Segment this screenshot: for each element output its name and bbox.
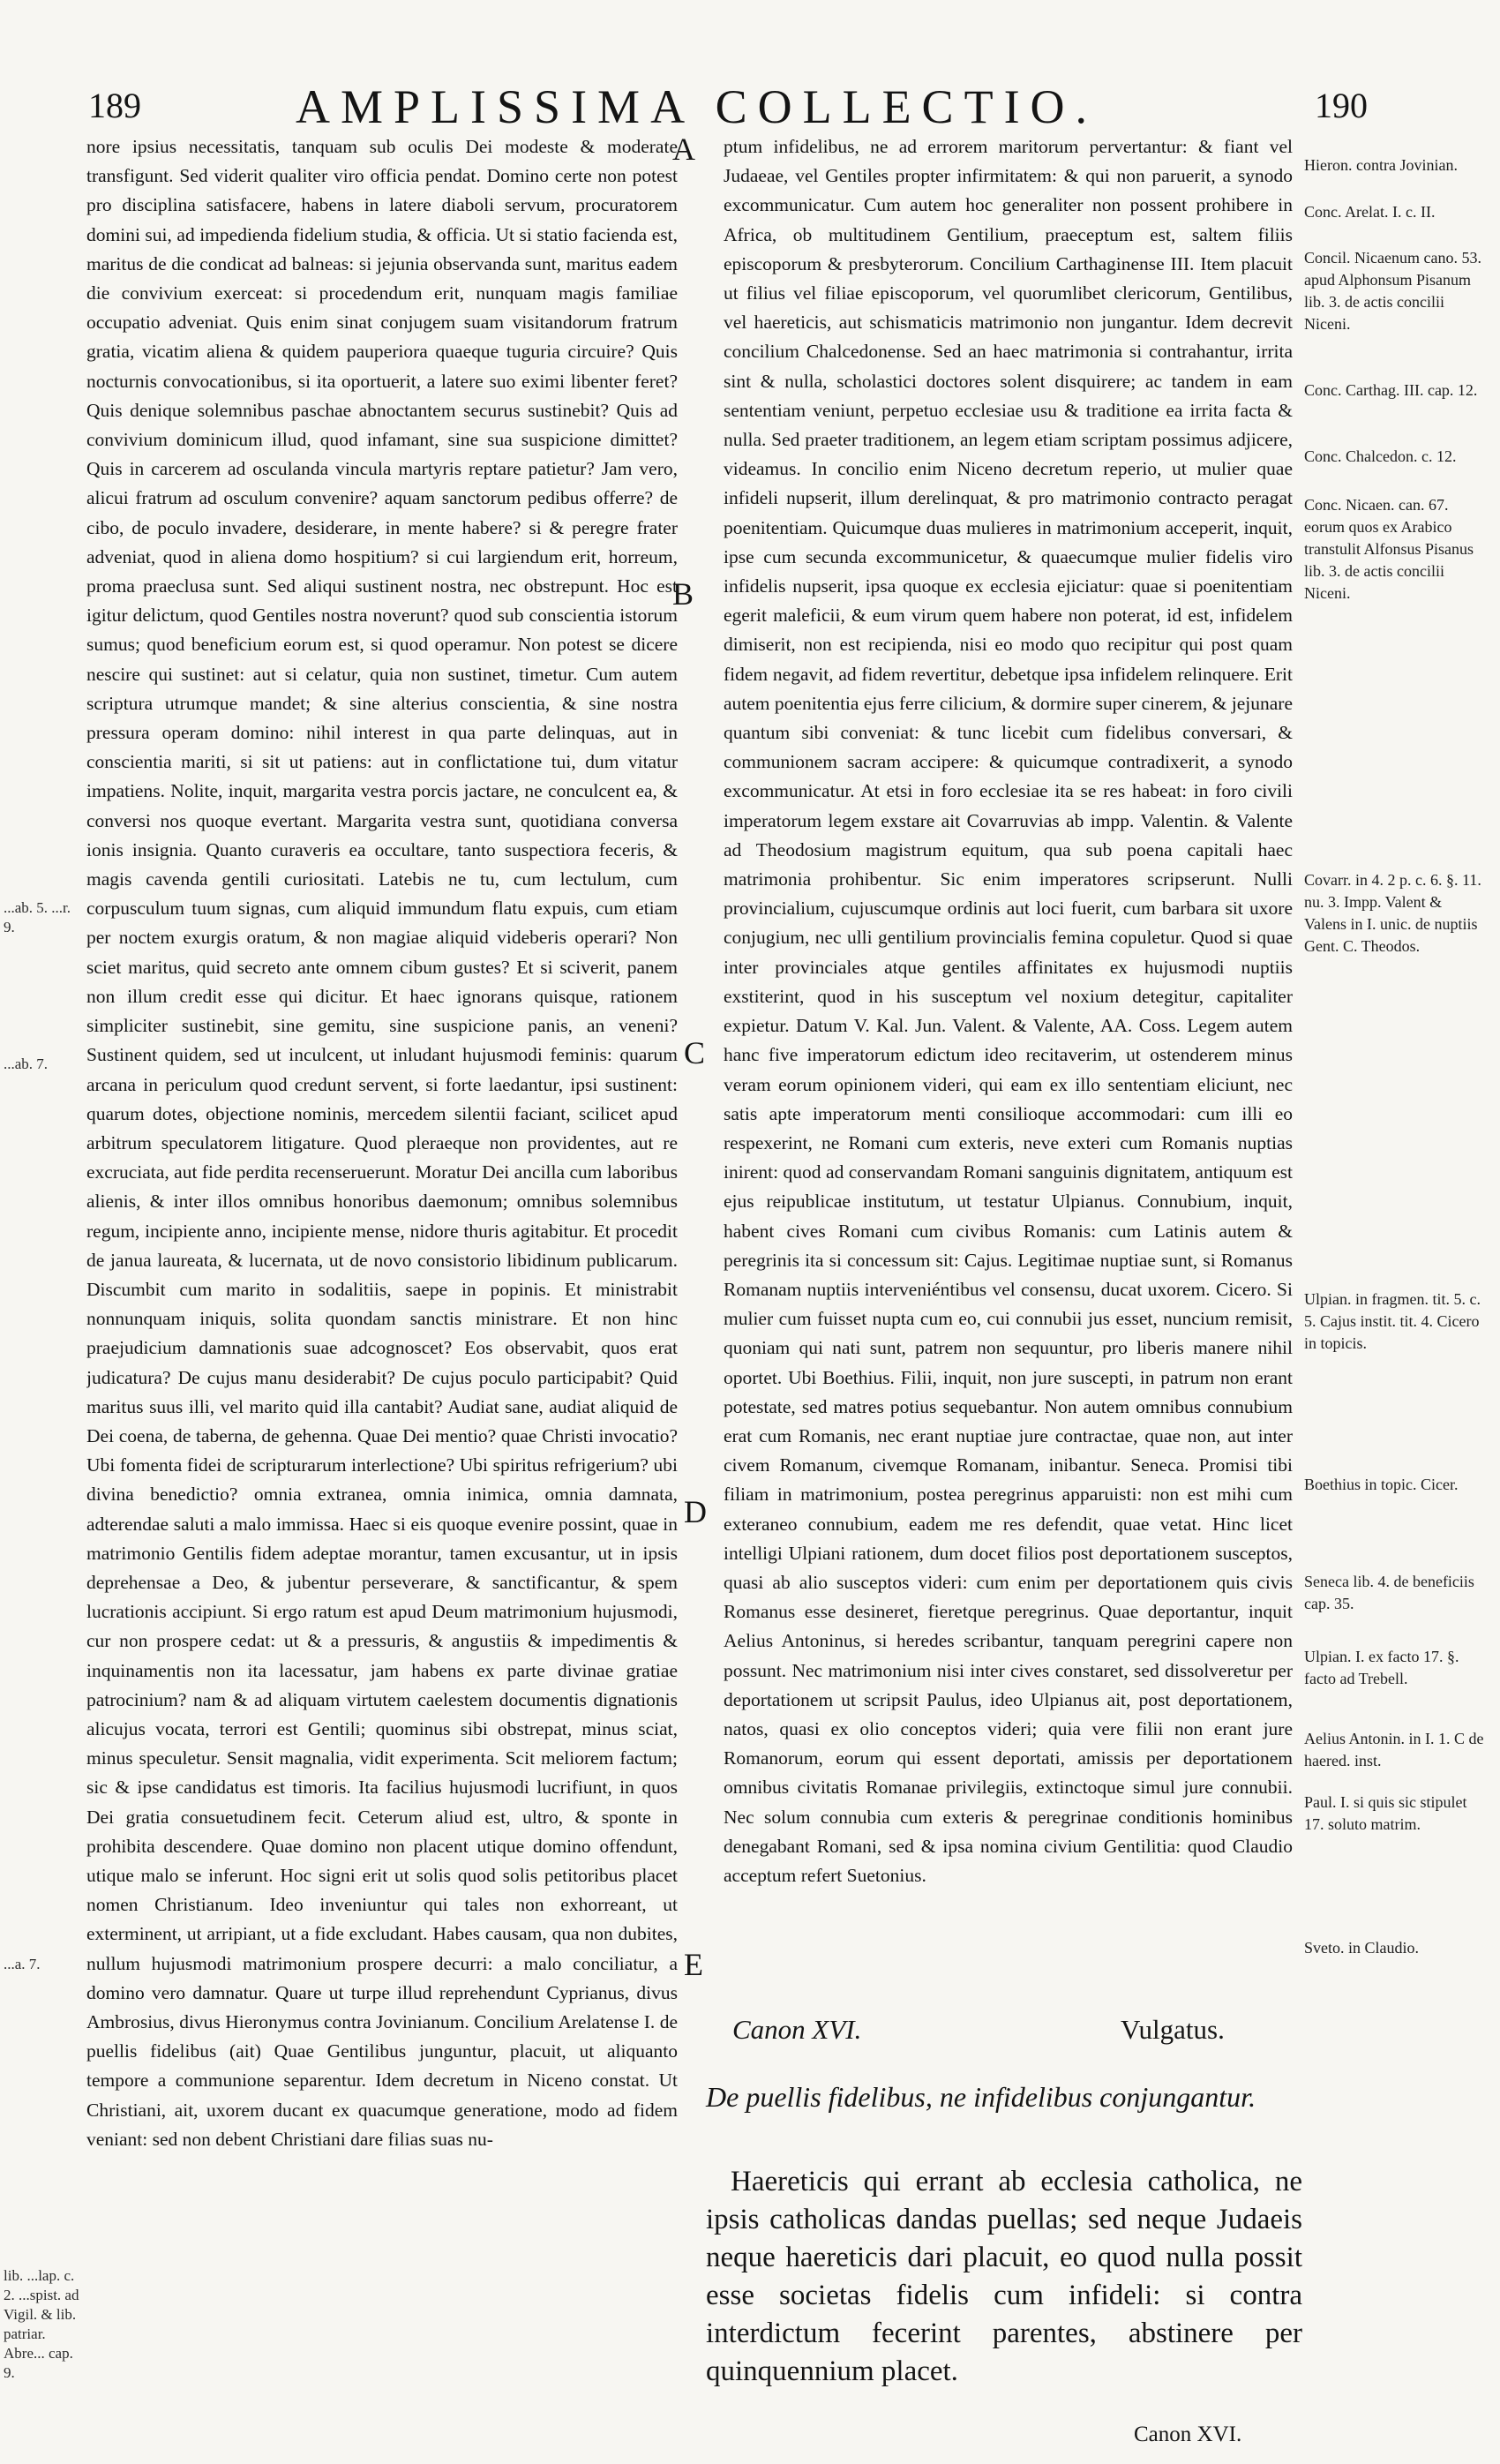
canon-footer: Canon XVI.: [1134, 2423, 1242, 2446]
right-margin-note: Conc. Carthag. III. cap. 12.: [1304, 381, 1478, 399]
canon-subtitle: De puellis fidelibus, ne infidelibus conjungantur.: [706, 2081, 1256, 2113]
canon-header: [732, 2014, 1279, 2049]
right-margin-note: Aelius Antonin. in I. 1. C de haered. inst.: [1304, 1730, 1484, 1769]
right-margin-note: Seneca lib. 4. de beneficiis cap. 35.: [1304, 1573, 1474, 1612]
right-margin-note: Ulpian. I. ex facto 17. §. facto ad Trebell.: [1304, 1648, 1459, 1687]
right-margin-note: Conc. Chalcedon. c. 12.: [1304, 447, 1457, 465]
right-margin-note: Boethius in topic. Cicer.: [1304, 1476, 1459, 1493]
right-margin-note: Paul. I. si quis sic stipulet 17. soluto matrim.: [1304, 1793, 1467, 1833]
canon-label: Canon XVI.: [732, 2014, 862, 2045]
marker-a: A: [672, 131, 695, 167]
right-margin-note: Covarr. in 4. 2 p. c. 6. §. 11. nu. 3. Impp. Valent & Valens in I. unic. de nuptiis Gent. C. Theodos.: [1304, 871, 1481, 955]
left-margin-notes: [0, 0, 85, 2464]
right-margin-notes: [1304, 0, 1489, 2464]
right-column-text: ptum infidelibus, ne ad errorem maritorum pervertantur: & fiant vel Judaeae, vel Gentiles propter infirmitatem: & qui non paruerit, a synodo excommunicatur. Cum autem hoc generaliter non possent prohibere in Africa, ob multitudinem Gentilium, praeceptum est, saltem filiis episcoporum & presbyterorum. Concilium Carthaginense III. Item placuit ut filius vel filiae episcoporum, vel quorumlibet clericorum, Gentilibus, vel haereticis, aut schismaticis matrimonio non jungantur. Idem decrevit concilium Chalcedonense. Sed an haec matrimonia si contrahantur, irrita sint & nulla, scholastici doctores solent disquirere; ac tandem in eam sententiam veniunt, perpetuo ecclesiae usu & traditione ea irrita facta & nulla. Sed praeter traditionem, an legem etiam scriptam possimus adjicere, videamus. In concilio enim Niceno decretum reperio, ut mulier quae infideli nupserit, illum derelinquat, & pro matrimonio contracto peragat poenitentiam. Quicumque duas mulieres in matrimonium acceperit, inquit, ipse cum secunda excommunicetur, & quaecumque mulier fidelis viro infidelis nupserit, ipsa quoque ex ecclesia ejiciatur: quae si poenitentiam egerit maleficii, & eum virum quem habere non poterat, id est, infidelem dimiserit, non est recipienda, nisi eo modo quo recipitur qui post quam fidem negavit, ad fidem revertitur, debetque ipsa infidelem relinquere. Erit autem poenitentia ejus ferre cilicium, & dormire super cinerem, & jejunare quantum sibi conveniat: & tunc licebit cum fidelibus conversari, & communionem sacram accipere: & quicumque contradixerit, a synodo excommunicatur. At etsi in foro ecclesiae ita se res habeat: in foro civili imperatorum legem exstare ait Covarruvias ab impp. Valentin. & Valente ad Theodosium magistrum equitum, qua sub poena capitali haec matrimonia prohibentur. Sic enim imperatores scripserunt. Nulli provincialium, cujuscumque ordinis aut loci fuerit, cum barbara sit uxore conjugium, nec ulli gentilium provincialis femina copuletur. Quod si quae inter provinciales atque gentiles affinitates ex hujusmodi nuptiis exstiterint, quod in his susceptum vel noxium detegitur, capitaliter expietur. Datum V. Kal. Jun. Valent. & Valente, AA. Coss. Legem autem hanc five imperatorum edictum ideo recitaverim, ut ostenderem minus veram eorum opinionem videri, qui eam ex illo sententiam eliciunt, nec satis apte imperatorum menti consilioque accommodari: cum illi eo respexerint, ne Romani cum exteris, neve exteri cum Romanis nuptias inirent: quod ad conservandam Romani sanguinis dignitatem, antiquum est ejus reipublicae institutum, ut testatur Ulpianus. Connubium, inquit, habent cives Romani cum civibus Romanis: cum Latinis autem & peregrinis ita si concessum sit: Cajus. Legitimae nuptiae sunt, si Romanus Romanam nuptiis interveniéntibus vel consensu, ducat uxorem. Cicero. Si mulier cum fuisset nupta cum eo, cui connubii jus esset, nuncium remisit, quoniam qui nati sunt, patrem non sequuntur, pro liberis manere nihil oportet. Ubi Boethius. Filii, inquit, non jure suscepti, in patrum non erant potestate, sed matres potius sequebantur. Non autem omnibus connubium erat cum Romanis, nec erant nuptiae jure contractae, quae non, aut inter civem Romanum, civemque Romanam, inibantur. Seneca. Promisi tibi filiam in matrimonium, postea peregrinus apparuisti: non est mihi cum exteraneo connubium, eadem me res defendit, quae vetat. Hinc licet intelligi Ulpiani rationem, dum docet filios post deportationem susceptos, quasi ab alio susceptos videri: cum enim per deportationem quis civis Romanus esse desineret, fieretque peregrinus. Quae deportantur, inquit Aelius Antoninus, si heredes scribantur, tanquam peregrini capere non possunt. Nec matrimonium nisi inter cives constaret, sed dissolveretur per deportationem ut scripsit Paulus, ideo Ulpianus ait, post deportationem, natos, quasi ex olio conceptos videri; quia vere filii non erant jure Romanorum, eorum qui essent deportati, amissis per deportationem omnibus civitatis Romanae privilegiis, extinctoque simul jure connubii. Nec solum connubia cum exteris & peregrinae conditionis hominibus denegabant Romani, sed & ipsa nomina civium Gentilitia: quod Claudio acceptum refert Suetonius.: [724, 136, 1293, 1886]
page-number-left: 189: [88, 86, 141, 125]
right-margin-note: Concil. Nicaenum cano. 53. apud Alphonsum Pisanum lib. 3. de actis concilii Niceni.: [1304, 249, 1481, 333]
canon-body: Haereticis qui errant ab ecclesia catholica, ne ipsis catholicas dandas puellas; sed neque Judaeis neque haereticis dari placuit, eo quod nulla possit esse societas fidelis cum infideli: si contra interdictum fecerint parentes, abstinere per quinquennium placet.: [706, 2166, 1302, 2387]
marker-b: B: [672, 576, 694, 612]
marker-d: D: [684, 1494, 707, 1529]
marker-e: E: [684, 1947, 703, 1982]
left-margin-note: lib. ...lap. c. 2. ...spist. ad Vigil. & lib. patriar. Abre... cap. 9.: [4, 2267, 79, 2381]
left-column: [86, 132, 678, 2427]
right-margin-note: Sveto. in Claudio.: [1304, 1939, 1419, 1957]
right-margin-note: Hieron. contra Jovinian.: [1304, 156, 1458, 174]
left-margin-note: ...ab. 7.: [4, 1055, 49, 1072]
right-margin-note: Conc. Arelat. I. c. II.: [1304, 203, 1436, 221]
running-title: AMPLISSIMA COLLECTIO.: [296, 80, 1099, 133]
left-margin-note: ...ab. 5. ...r. 9.: [4, 899, 71, 935]
page-number-right: 190: [1315, 86, 1368, 125]
marker-c: C: [684, 1035, 706, 1070]
right-margin-note: Conc. Nicaen. can. 67. eorum quos ex Arabico transtulit Alfonsus Pisanus lib. 3. de actis concilii Niceni.: [1304, 496, 1474, 602]
right-column: [724, 132, 1293, 2003]
page-header: [88, 80, 1368, 138]
left-margin-note: ...a. 7.: [4, 1956, 41, 1972]
left-column-text: nore ipsius necessitatis, tanquam sub oculis Dei modeste & moderate transfigunt. Sed viderit qualiter viro officia pendat. Domino certe non potest pro disciplina satisfacere, habens in latere diaboli servum, procuratorem domini sui, ad impedienda fidelium studia, & officia. Ut si statio facienda est, maritus de die condicat ad balneas: si jejunia observanda sunt, maritus eadem die convivium exerceat: si procedendum erit, nunquam magis familiae occupatio adveniat. Quis enim sinat conjugem suam visitandorum fratrum gratia, vicatim aliena & quidem pauperiora quaeque tuguria circuire? Quis nocturnis convocationibus, si ita oportuerit, a latere suo eximi libenter feret? Quis denique solemnibus paschae abnoctantem securus sustinebit? Quis ad convivium dominicum illud, quod infamant, sine sua suspicione dimittet? Quis in carcerem ad osculanda vincula martyris reptare patietur? Jam vero, alicui fratrum ad osculum convenire? aquam sanctorum pedibus offerre? de cibo, de poculo invadere, desiderare, in mente habere? si & peregre frater adveniat, quod in aliena domo hospitium? si cui largiendum erit, horreum, proma praeclusa sunt. Sed aliqui sustinent nostra, nec obstrepunt. Hoc est igitur delictum, quod Gentiles nostra noverunt? quod sub conscientia istorum sumus; quod beneficium eorum est, si quod operamur. Non potest se dicere nescire qui sustinet: aut si celatur, quia non sustinet, timetur. Cum autem scriptura utrumque mandet; & sine alterius conscientia, & sine nostra pressura operam domino: nihil interest in qua parte delinquas, aut in conscientia mariti, si sit ut patiens: aut in conflictatione tui, dum vitatur impatiens. Nolite, inquit, margarita vestra porcis jactare, ne conculcent ea, & conversi nos quoque evertant. Margarita vestra sunt, quotidiana conversa ionis insignia. Quanto curaveris ea occultare, tanto suspectiora feceris, & magis cavenda gentili curiositati. Latebis ne tu, cum lectulum, cum corpusculum tuum signas, cum aliquid immundum flatu expuis, cum etiam per noctem exurgis oratum, & non magiae aliquid videberis operari? Non sciet maritus, quid secreto ante omnem cibum gustes? Et si sciverit, panem non illum credit esse qui dicitur. Et haec ignorans quisque, rationem simpliciter sustinebit, sine gemitu, sine suspicione panis, an veneni? Sustinent quidem, sed ut inculcent, ut inludant hujusmodi feminis: quarum arcana in periculum quod credunt servent, si forte laedantur, ipsi sustinent: quarum dotes, objectione nominis, mercedem silentii faciant, scilicet apud arbitrum speculatorem litigature. Quod pleraeque non providentes, aut re excruciata, aut fide perdita recenseruerunt. Moratur Dei ancilla cum laboribus alienis, & inter illos omnibus honoribus daemonum; omnibus solemnibus regum, incipiente anno, incipiente mense, nidore thuris agitabitur. Et procedit de janua laureata, & lucernata, ut de novo consistorio libidinum publicarum. Discumbit cum marito in sodalitiis, saepe in popinis. Et ministrabit nonnunquam iniquis, solita quondam sanctis ministrare. Et non hinc praejudicium damnationis suae adcognoscet? Eos observabit, quos erat judicatura? De cujus manu desiderabit? De cujus poculo participabit? Quid maritus suus illi, vel marito quid illa cantabit? Audiat sane, audiat aliquid de Dei coena, de taberna, de gehenna. Quae Dei mentio? quae Christi invocatio? Ubi fomenta fidei de scripturarum interlectione? Ubi spiritus refrigerium? ubi divina benedictio? omnia extranea, omnia inimica, omnia damnata, adterendae saluti a malo immissa. Haec si eis quoque evenire possint, quae in matrimonio Gentilis fidem adeptae morantur, tamen excusantur, ut in ipsis deprehensae a Deo, & jubentur perseverare, & sanctificantur, & spem lucrationis accipiunt. Si ergo ratum est apud Deum matrimonium hujusmodi, cur non prospere cedat: ut & a pressuris, & angustiis & impedimentis & inquinamentis non ita lacessatur, jam habens ex parte divinae gratiae patrocinium? nam & ad aliquam virtutem caelestem documentis dignationis alicujus vocata, terrori est Gentili; quominus sibi obstrepat, minus sciat, minus speculetur. Sensit magnalia, vidit experimenta. Scit meliorem factum; sic & ipse candidatus est timoris. Ita facilius hujusmodi lucrifiunt, in quos Dei gratia consuetudinem fecit. Ceterum aliud est, ultro, & sponte in prohibita descendere. Quae domino non placent utique domino offendunt, utique malo se inferunt. Hoc signi erit ut solis quod solis petitoribus placet nomen Christianum. Ideo inveniuntur qui tales non exhorreant, ut exterminent, ut arripiant, ut a fide excludant. Habes causam, qua non dubites, nullum hujusmodi matrimonium prospere decurri: a malo conciliatur, a domino vero damnatur. Quare ut turpe illud reprehendunt Cyprianus, divus Ambrosius, divus Hieronymus contra Jovinianum. Concilium Arelatense I. de puellis fidelibus (ait) Quae Gentilibus junguntur, placuit, ut aliquanto tempore a communione separentur. Idem decretum in Niceno constat. Ut Christiani, ait, uxorem ducant ex quacumque generatione, modo ad fidem veniant: sed non debent Christiani dare filias suas nu-: [86, 136, 678, 2150]
right-margin-note: Ulpian. in fragmen. tit. 5. c. 5. Cajus instit. tit. 4. Cicero in topicis.: [1304, 1290, 1481, 1352]
canon-version: Vulgatus.: [1121, 2014, 1225, 2045]
